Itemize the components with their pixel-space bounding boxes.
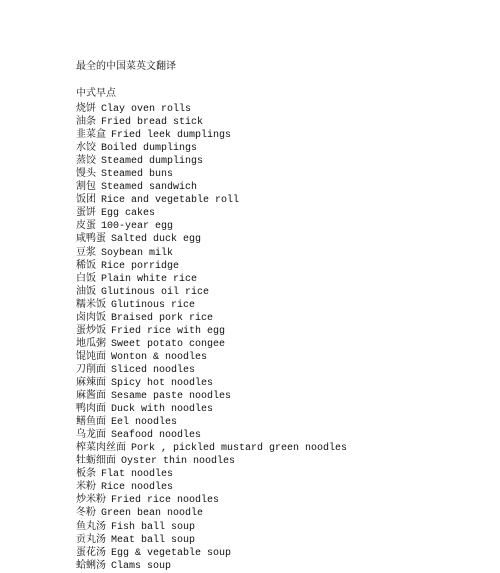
- dish-english-name: Sweet potato congee: [111, 338, 226, 350]
- dish-english-name: Soybean milk: [101, 247, 174, 259]
- dish-english-name: Oyster thin noodles: [121, 456, 236, 468]
- list-item: [76, 113, 496, 129]
- list-item: [76, 257, 496, 270]
- dish-english-name: Steamed dumplings: [101, 156, 204, 168]
- dish-chinese-name: 糯米饭: [76, 298, 106, 310]
- dish-chinese-name: 贡丸汤: [76, 533, 106, 545]
- dish-chinese-name: 咸鸭蛋: [76, 233, 106, 245]
- list-item: [76, 139, 496, 155]
- dish-chinese-name: 饭团: [76, 194, 96, 206]
- dish-chinese-name: 地瓜粥: [76, 337, 106, 349]
- document-page: [76, 60, 496, 570]
- list-item: [76, 204, 496, 220]
- dish-chinese-name: 油条: [76, 116, 96, 128]
- dish-english-name: Clay oven rolls: [101, 104, 192, 115]
- dish-chinese-name: 烧饼: [76, 103, 96, 114]
- dish-chinese-name: 水饺: [76, 142, 96, 154]
- dish-english-name: 100-year egg: [101, 221, 174, 233]
- list-item: [76, 557, 496, 570]
- list-item: [76, 270, 496, 283]
- dish-english-name: Sesame paste noodles: [111, 391, 232, 403]
- list-item: [76, 191, 496, 207]
- dish-english-name: Glutinous oil rice: [101, 286, 210, 298]
- dish-chinese-name: 稀饭: [76, 259, 96, 271]
- dish-chinese-name: 蛋炒饭: [76, 324, 106, 336]
- dish-chinese-name: 榨菜肉丝面: [76, 442, 126, 454]
- dish-english-name: Egg cakes: [101, 208, 156, 220]
- dish-english-name: Rice and vegetable roll: [101, 195, 240, 207]
- dish-chinese-name: 馒头: [76, 168, 96, 180]
- dish-english-name: Fried bread stick: [101, 117, 204, 129]
- dish-english-name: Spicy hot noodles: [111, 377, 214, 389]
- dish-list: [76, 100, 496, 570]
- dish-chinese-name: 油饭: [76, 285, 96, 297]
- dish-chinese-name: 蒸饺: [76, 155, 96, 167]
- list-item: [76, 518, 496, 531]
- dish-chinese-name: 豆浆: [76, 246, 96, 258]
- dish-english-name: Steamed buns: [101, 169, 174, 181]
- list-item: [76, 387, 496, 403]
- dish-english-name: Glutinous rice: [111, 299, 196, 311]
- dish-english-name: Flat noodles: [101, 469, 174, 481]
- list-item: [76, 335, 496, 348]
- dish-english-name: Fish ball soup: [111, 521, 196, 533]
- dish-english-name: Salted duck egg: [111, 234, 202, 246]
- dish-english-name: Meat ball soup: [111, 534, 196, 546]
- list-item: [76, 544, 496, 557]
- dish-english-name: Eel noodles: [111, 417, 178, 429]
- dish-chinese-name: 鱼丸汤: [76, 520, 106, 532]
- dish-chinese-name: 蛋饼: [76, 207, 96, 219]
- list-item: [76, 426, 496, 442]
- list-item: [76, 126, 496, 142]
- dish-english-name: Seafood noodles: [111, 430, 202, 442]
- dish-english-name: Green bean noodle: [101, 508, 204, 520]
- section-heading: 中式早点: [76, 88, 116, 99]
- dish-english-name: Rice porridge: [101, 260, 180, 272]
- list-item: [76, 531, 496, 544]
- list-item: [76, 165, 496, 181]
- dish-english-name: Egg & vegetable soup: [111, 547, 232, 559]
- list-item: [76, 400, 496, 416]
- dish-chinese-name: 冬粉: [76, 507, 96, 519]
- list-item: [76, 478, 496, 494]
- list-item: [76, 374, 496, 387]
- list-item: [76, 491, 496, 507]
- dish-english-name: Duck with noodles: [111, 404, 214, 416]
- list-item: [76, 309, 496, 322]
- list-item: [76, 244, 496, 257]
- dish-english-name: Clams soup: [111, 560, 172, 572]
- dish-chinese-name: 鳝鱼面: [76, 416, 106, 428]
- dish-chinese-name: 板条: [76, 468, 96, 480]
- dish-chinese-name: 卤肉饭: [76, 311, 106, 323]
- dish-chinese-name: 割包: [76, 181, 96, 193]
- dish-english-name: Braised pork rice: [111, 312, 214, 324]
- dish-chinese-name: 炒米粉: [76, 494, 106, 506]
- dish-chinese-name: 乌龙面: [76, 429, 106, 441]
- dish-english-name: Fried rice noodles: [111, 495, 220, 507]
- list-item: [76, 178, 496, 194]
- dish-chinese-name: 蛤蜊汤: [76, 559, 106, 571]
- list-item: [76, 361, 496, 374]
- list-item: [76, 439, 496, 455]
- list-item: [76, 348, 496, 361]
- dish-english-name: Wonton & noodles: [111, 351, 208, 363]
- dish-chinese-name: 蛋花汤: [76, 546, 106, 558]
- dish-chinese-name: 皮蛋: [76, 220, 96, 232]
- dish-english-name: Boiled dumplings: [101, 143, 198, 155]
- dish-english-name: Fried rice with egg: [111, 325, 226, 337]
- dish-english-name: Pork , pickled mustard green noodles: [131, 443, 348, 455]
- dish-chinese-name: 牡蛎细面: [76, 455, 116, 467]
- dish-chinese-name: 韭菜盒: [76, 129, 106, 141]
- list-item: [76, 230, 496, 246]
- dish-chinese-name: 麻辣面: [76, 376, 106, 388]
- list-item: [76, 322, 496, 335]
- list-item: [76, 100, 496, 113]
- list-item: [76, 452, 496, 468]
- dish-english-name: Fried leek dumplings: [111, 130, 232, 142]
- dish-chinese-name: 刀削面: [76, 363, 106, 375]
- dish-english-name: Plain white rice: [101, 273, 198, 285]
- dish-chinese-name: 米粉: [76, 481, 96, 493]
- dish-chinese-name: 鸭肉面: [76, 403, 106, 415]
- list-item: [76, 413, 496, 429]
- dish-english-name: Steamed sandwich: [101, 182, 198, 194]
- list-item: [76, 283, 496, 296]
- dish-chinese-name: 白饭: [76, 272, 96, 284]
- dish-english-name: Sliced noodles: [111, 364, 196, 376]
- list-item: [76, 152, 496, 168]
- list-item: [76, 217, 496, 233]
- list-item: [76, 296, 496, 309]
- dish-chinese-name: 麻酱面: [76, 390, 106, 402]
- dish-chinese-name: 馄饨面: [76, 350, 106, 362]
- list-item: [76, 504, 496, 520]
- document-title: 最全的中国菜英文翻译: [76, 61, 176, 72]
- dish-english-name: Rice noodles: [101, 482, 174, 494]
- list-item: [76, 465, 496, 481]
